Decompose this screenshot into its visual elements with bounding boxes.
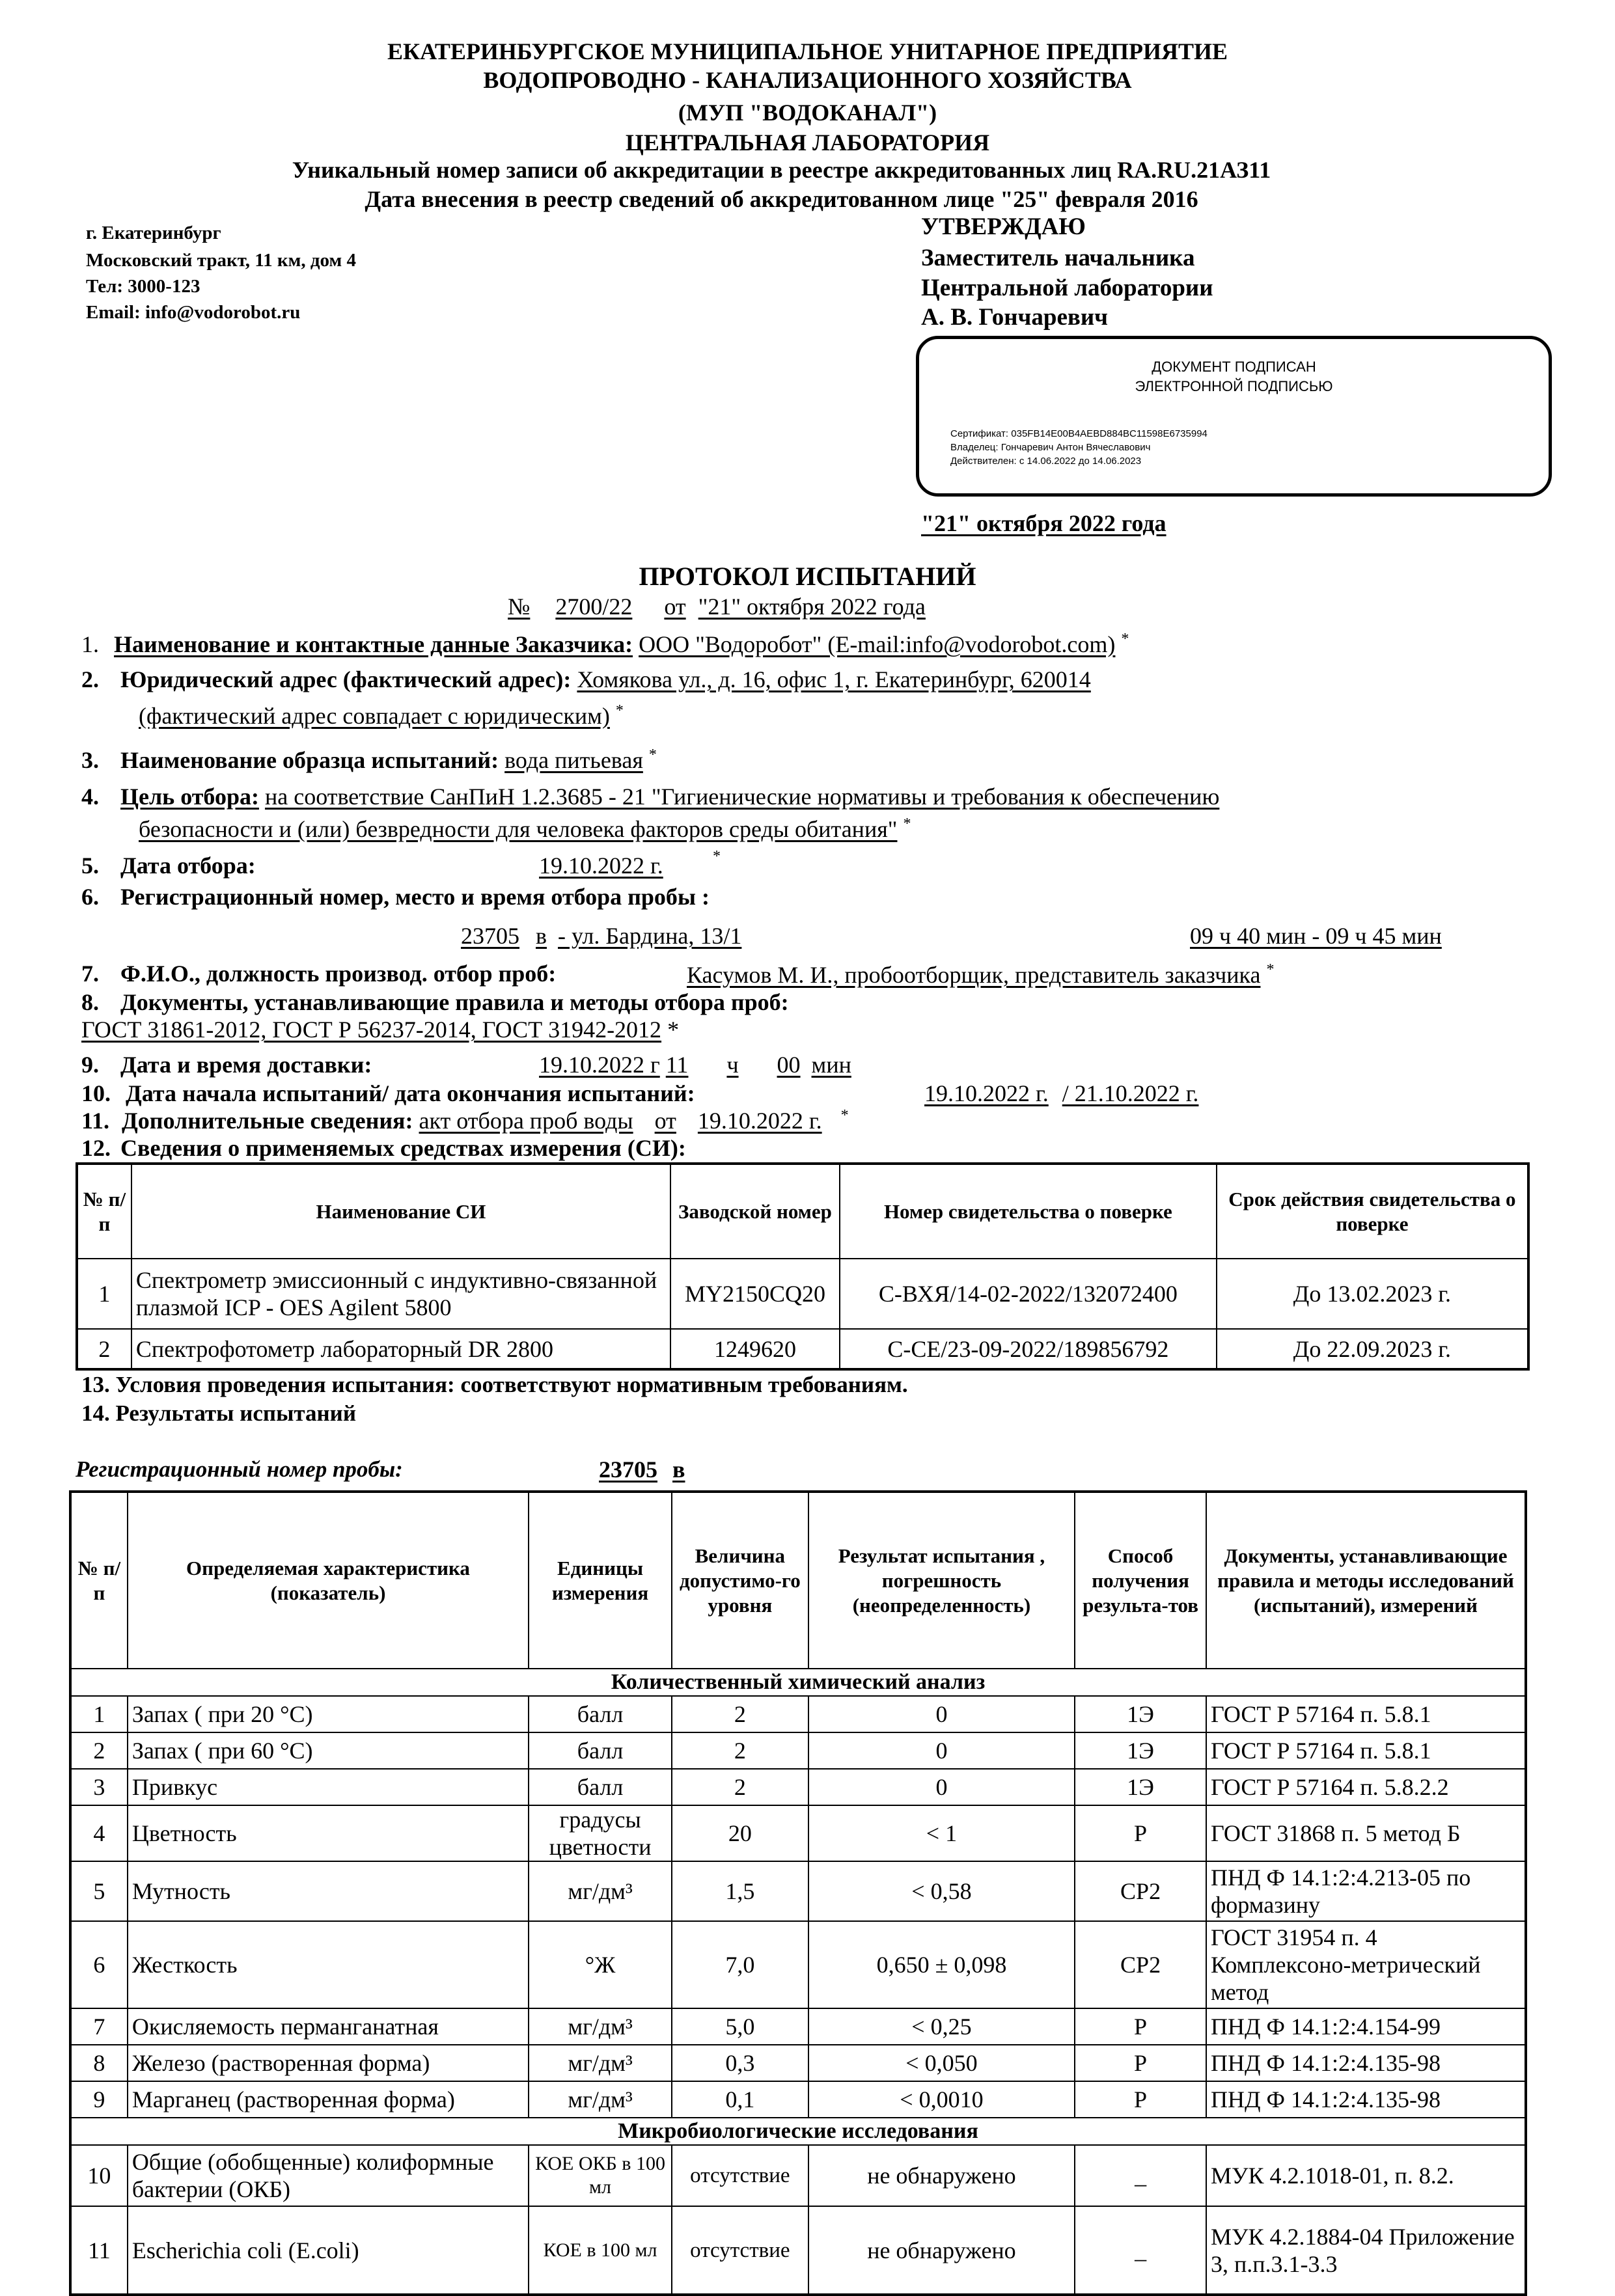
stamp-certificate: Сертификат: 035FB14E00B4AEBD884BC11598E6735994 (950, 428, 1208, 439)
cell-serial: MY2150CQ20 (670, 1259, 840, 1329)
sampling-time: 09 ч 40 мин - 09 ч 45 мин (1190, 923, 1442, 949)
address-street: Московский тракт, 11 км, дом 4 (86, 250, 356, 271)
cell-method-type: _ (1075, 2206, 1206, 2295)
item-label: Цель отбора: (120, 784, 259, 810)
cell-result: 0 (808, 1769, 1075, 1805)
results-reg-number: 23705 (599, 1456, 657, 1483)
actual-address-note: (фактический адрес совпадает с юридическим) (139, 703, 610, 729)
column-header: Заводской номер (670, 1164, 840, 1259)
cell-parameter: Мутность (128, 1861, 529, 1921)
cell-method-type: Р (1075, 1805, 1206, 1861)
cell-method-type: СР2 (1075, 1861, 1206, 1921)
cell-document: ГОСТ 31868 п. 5 метод Б (1206, 1805, 1526, 1861)
item-number: 8. (81, 989, 99, 1015)
cell-document: ПНД Ф 14.1:2:4.135-98 (1206, 2081, 1526, 2118)
cell-unit: балл (529, 1696, 672, 1732)
footnote-star: * (667, 1017, 680, 1043)
item-label: Юридический адрес (фактический адрес): (120, 666, 572, 692)
cell-parameter: Окисляемость перманганатная (128, 2008, 529, 2045)
accreditation-number: Уникальный номер записи об аккредитации в реестре аккредитованных лиц RA.RU.21АЗ11 (292, 157, 1271, 183)
column-header: Срок действия свидетельства о поверке (1217, 1164, 1528, 1259)
cell-limit: 20 (672, 1805, 808, 1861)
item-number: 3. (81, 747, 99, 773)
cell-limit: 2 (672, 1696, 808, 1732)
cell-limit: 2 (672, 1769, 808, 1805)
cell-instrument: Спектрофотометр лабораторный DR 2800 (131, 1329, 670, 1369)
column-header: Результат испытания , погрешность (неопределенность) (808, 1492, 1075, 1669)
cell-method-type: 1Э (1075, 1769, 1206, 1805)
sampling-docs: ГОСТ 31861-2012, ГОСТ Р 56237-2014, ГОСТ 31942-2012 (81, 1017, 662, 1043)
cell-parameter: Общие (обобщенные) колиформные бактерии (ОКБ) (128, 2145, 529, 2206)
cell-number: 6 (70, 1921, 128, 2008)
cell-parameter: Привкус (128, 1769, 529, 1805)
cell-result: < 0,58 (808, 1861, 1075, 1921)
accreditation-date: Дата внесения в реестр сведений об аккредитованном лице "25" февраля 2016 (365, 186, 1198, 212)
item-10 (81, 1079, 695, 1108)
results-reg-letter: в (672, 1456, 685, 1483)
cell-number: 2 (77, 1329, 131, 1369)
sampling-place: - ул. Бардина, 13/1 (558, 923, 742, 949)
item-7 (81, 959, 556, 988)
results-reg-number-line (599, 1455, 685, 1484)
cell-result: < 0,25 (808, 2008, 1075, 2045)
cell-method-type: 1Э (1075, 1732, 1206, 1769)
cell-number: 1 (77, 1259, 131, 1329)
table-row (70, 1732, 1526, 1769)
table-row (70, 1769, 1526, 1805)
customer-name: ООО "Водоробот" (E-mail:info@vodorobot.com) (639, 631, 1116, 657)
protocol-title: ПРОТОКОЛ ИСПЫТАНИЙ (639, 562, 976, 591)
cell-result: < 0,050 (808, 2045, 1075, 2081)
footnote-star: * (648, 746, 657, 763)
sampler-name: Касумов М. И., пробоотборщик, представитель заказчика (687, 962, 1261, 988)
cell-unit: градусы цветности (529, 1805, 672, 1861)
cell-parameter: Цветность (128, 1805, 529, 1861)
cell-parameter: Марганец (растворенная форма) (128, 2081, 529, 2118)
table-row (70, 2206, 1526, 2295)
cell-number: 1 (70, 1696, 128, 1732)
table-row (70, 1861, 1526, 1921)
delivery-minutes: 00 (777, 1052, 801, 1078)
cell-unit: мг/дм³ (529, 2045, 672, 2081)
cell-document: МУК 4.2.1018-01, п. 8.2. (1206, 2145, 1526, 2206)
sampler (687, 961, 1274, 989)
cell-validity: До 22.09.2023 г. (1217, 1329, 1528, 1369)
item-8-value (81, 1015, 679, 1044)
item-6-values (461, 922, 741, 950)
item-13: 13. Условия проведения испытания: соответствуют нормативным требованиям. (81, 1372, 908, 1397)
protocol-number-line (508, 592, 926, 621)
item-12 (81, 1134, 686, 1162)
sampling-purpose-1: на соответствие СанПиН 1.2.3685 - 21 "Гигиенические нормативы и требования к обеспечению (264, 784, 1220, 810)
item-label: Наименование и контактные данные Заказчика: (114, 631, 633, 657)
test-dates (924, 1079, 1198, 1108)
stamp-owner: Владелец: Гончаревич Антон Вячеславович (950, 442, 1151, 453)
column-header: Единицы измерения (529, 1492, 672, 1669)
address-phone: Тел: 3000-123 (86, 276, 200, 297)
item-number: 2. (81, 666, 99, 692)
column-header: № п/п (77, 1164, 131, 1259)
table-row (77, 1329, 1528, 1369)
approval-date: "21" октября 2022 года (921, 510, 1166, 536)
item-11 (81, 1106, 849, 1135)
cell-document: ГОСТ Р 57164 п. 5.8.1 (1206, 1732, 1526, 1769)
item-label: Дополнительные сведения: (122, 1108, 413, 1134)
table-row (70, 1696, 1526, 1732)
table-row (70, 2145, 1526, 2206)
cell-result: 0 (808, 1696, 1075, 1732)
cell-method-type: _ (1075, 2145, 1206, 2206)
cell-method-type: Р (1075, 2045, 1206, 2081)
delivery-hours: 11 (665, 1052, 689, 1078)
table-row (70, 2081, 1526, 2118)
cell-unit: °Ж (529, 1921, 672, 2008)
item-4 (81, 782, 1219, 811)
results-table (69, 1490, 1527, 2296)
cell-parameter: Запах ( при 60 °С) (128, 1732, 529, 1769)
protocol-from: от (664, 594, 686, 620)
org-name-line2: ВОДОПРОВОДНО - КАНАЛИЗАЦИОННОГО ХОЗЯЙСТВА (483, 67, 1132, 93)
cell-parameter: Железо (растворенная форма) (128, 2045, 529, 2081)
section-title-chemical: Количественный химический анализ (70, 1669, 1526, 1696)
address-email: Email: info@vodorobot.ru (86, 302, 301, 323)
org-name-line3: (МУП "ВОДОКАНАЛ") (678, 100, 937, 126)
sample-name: вода питьевая (504, 747, 643, 773)
column-header: Определяемая характеристика (показатель) (128, 1492, 529, 1669)
si-table (76, 1162, 1530, 1371)
cell-number: 8 (70, 2045, 128, 2081)
cell-number: 7 (70, 2008, 128, 2045)
item-number: 11. (81, 1108, 110, 1134)
protocol-no-sign: № (508, 594, 531, 620)
cell-unit: мг/дм³ (529, 1861, 672, 1921)
results-reg-label: Регистрационный номер пробы: (76, 1456, 403, 1482)
cell-number: 4 (70, 1805, 128, 1861)
footnote-star: * (840, 1107, 849, 1124)
cell-parameter: Запах ( при 20 °С) (128, 1696, 529, 1732)
cell-limit: 0,1 (672, 2081, 808, 2118)
delivery-time (539, 1050, 851, 1079)
cell-limit: 5,0 (672, 2008, 808, 2045)
cell-validity: До 13.02.2023 г. (1217, 1259, 1528, 1329)
minutes-unit: мин (811, 1052, 851, 1078)
item-label: Дата отбора: (120, 853, 256, 879)
footnote-star: * (1266, 961, 1275, 978)
approval-position-2: Центральной лаборатории (921, 275, 1213, 301)
cell-limit: 0,3 (672, 2045, 808, 2081)
cell-limit: 7,0 (672, 1921, 808, 2008)
item-8 (81, 988, 789, 1017)
item-number: 9. (81, 1052, 99, 1078)
table-row (70, 2045, 1526, 2081)
item-label: Сведения о применяемых средствах измерения (СИ): (120, 1135, 686, 1161)
section-title-microbiology: Микробиологические исследования (70, 2118, 1526, 2145)
item-label: Регистрационный номер, место и время отбора пробы : (120, 884, 710, 910)
cell-unit: КОЕ в 100 мл (529, 2206, 672, 2295)
table-header-row (70, 1492, 1526, 1669)
legal-address: Хомякова ул., д. 16, офис 1, г. Екатеринбург, 620014 (577, 666, 1091, 692)
approval-name: А. В. Гончаревич (921, 304, 1109, 331)
approval-position-1: Заместитель начальника (921, 245, 1195, 271)
column-header: Документы, устанавливающие правила и методы исследований (испытаний), измерений (1206, 1492, 1526, 1669)
delivery-date: 19.10.2022 г (539, 1052, 660, 1078)
cell-method-type: Р (1075, 2081, 1206, 2118)
column-header: № п/п (70, 1492, 128, 1669)
protocol-number: 2700/22 (555, 594, 633, 620)
stamp-line-2: ЭЛЕКТРОННОЙ ПОДПИСЬЮ (1135, 378, 1333, 394)
protocol-date: "21" октября 2022 года (698, 594, 926, 620)
hours-unit: ч (726, 1052, 739, 1078)
cell-method-type: Р (1075, 2008, 1206, 2045)
column-header: Способ получения результа-тов (1075, 1492, 1206, 1669)
cell-number: 9 (70, 2081, 128, 2118)
item-number: 7. (81, 961, 99, 987)
section-row (70, 1669, 1526, 1696)
column-header: Величина допустимо-го уровня (672, 1492, 808, 1669)
item-2-note (81, 702, 624, 730)
cell-number: 3 (70, 1769, 128, 1805)
cell-unit: мг/дм³ (529, 2008, 672, 2045)
item-number: 12. (81, 1135, 111, 1161)
cell-unit: КОЕ ОКБ в 100 мл (529, 2145, 672, 2206)
sampling-purpose-2: безопасности и (или) безвредности для человека факторов среды обитания" (139, 816, 898, 842)
table-row (77, 1259, 1528, 1329)
cell-number: 11 (70, 2206, 128, 2295)
item-label: Дата начала испытаний/ дата окончания испытаний: (126, 1080, 695, 1106)
approval-title: УТВЕРЖДАЮ (921, 213, 1086, 240)
stamp-validity: Действителен: с 14.06.2022 до 14.06.2023 (950, 456, 1142, 467)
test-end-date: / 21.10.2022 г. (1062, 1080, 1199, 1106)
item-label: Документы, устанавливающие правила и методы отбора проб: (120, 989, 789, 1015)
cell-document: ГОСТ Р 57164 п. 5.8.1 (1206, 1696, 1526, 1732)
cell-limit: отсутствие (672, 2145, 808, 2206)
cell-number: 2 (70, 1732, 128, 1769)
footnote-star: * (615, 702, 624, 719)
section-row (70, 2118, 1526, 2145)
cell-result: не обнаружено (808, 2145, 1075, 2206)
cell-limit: 1,5 (672, 1861, 808, 1921)
item-4-cont (81, 815, 911, 843)
address-city: г. Екатеринбург (86, 223, 221, 243)
item-14: 14. Результаты испытаний (81, 1401, 357, 1426)
item-number: 5. (81, 853, 99, 879)
cell-document: ГОСТ Р 57164 п. 5.8.2.2 (1206, 1769, 1526, 1805)
item-label: Ф.И.О., должность производ. отбор проб: (120, 961, 557, 987)
cell-document: ГОСТ 31954 п. 4 Комплексоно-метрический метод (1206, 1921, 1526, 2008)
cell-document: ПНД Ф 14.1:2:4.154-99 (1206, 2008, 1526, 2045)
cell-result: 0,650 ± 0,098 (808, 1921, 1075, 2008)
item-label: Дата и время доставки: (120, 1052, 372, 1078)
additional-info: акт отбора проб воды (419, 1108, 633, 1134)
item-number: 4. (81, 784, 99, 810)
cell-result: 0 (808, 1732, 1075, 1769)
cell-unit: мг/дм³ (529, 2081, 672, 2118)
item-1 (81, 630, 1129, 659)
cell-serial: 1249620 (670, 1329, 840, 1369)
item-number: 10. (81, 1080, 111, 1106)
cell-limit: отсутствие (672, 2206, 808, 2295)
lab-name: ЦЕНТРАЛЬНАЯ ЛАБОРАТОРИЯ (625, 130, 990, 156)
cell-certificate: С-ВХЯ/14-02-2022/132072400 (840, 1259, 1217, 1329)
item-6 (81, 882, 710, 911)
item-2 (81, 665, 1091, 694)
cell-certificate: С-СЕ/23-09-2022/189856792 (840, 1329, 1217, 1369)
sampling-date: 19.10.2022 г. (539, 853, 663, 879)
table-row (70, 2008, 1526, 2045)
cell-method-type: 1Э (1075, 1696, 1206, 1732)
item-3 (81, 746, 657, 774)
additional-from: от (654, 1108, 676, 1134)
cell-instrument: Спектрометр эмиссионный с индуктивно-связанной плазмой ICP - OES Agilent 5800 (131, 1259, 670, 1329)
table-header-row (77, 1164, 1528, 1259)
stamp-line-1: ДОКУМЕНТ ПОДПИСАН (1152, 359, 1316, 375)
footnote-star: * (1121, 631, 1129, 648)
column-header: Наименование СИ (131, 1164, 670, 1259)
item-number: 1. (81, 631, 99, 657)
table-row (70, 1805, 1526, 1861)
cell-result: < 0,0010 (808, 2081, 1075, 2118)
cell-unit: балл (529, 1769, 672, 1805)
additional-date: 19.10.2022 г. (697, 1108, 822, 1134)
table-row (70, 1921, 1526, 2008)
cell-method-type: СР2 (1075, 1921, 1206, 2008)
cell-document: ПНД Ф 14.1:2:4.135-98 (1206, 2045, 1526, 2081)
cell-number: 10 (70, 2145, 128, 2206)
item-label: Наименование образца испытаний: (120, 747, 499, 773)
cell-number: 5 (70, 1861, 128, 1921)
e-signature-stamp (916, 336, 1552, 497)
item-number: 6. (81, 884, 99, 910)
cell-result: < 1 (808, 1805, 1075, 1861)
cell-result: не обнаружено (808, 2206, 1075, 2295)
cell-limit: 2 (672, 1732, 808, 1769)
item-9 (81, 1050, 372, 1079)
registration-letter: в (536, 923, 547, 949)
test-start-date: 19.10.2022 г. (924, 1080, 1049, 1106)
item-5 (81, 851, 256, 880)
registration-number: 23705 (461, 923, 519, 949)
cell-document: ПНД Ф 14.1:2:4.213-05 по формазину (1206, 1861, 1526, 1921)
org-name-line1: ЕКАТЕРИНБУРГСКОЕ МУНИЦИПАЛЬНОЕ УНИТАРНОЕ ПРЕДПРИЯТИЕ (387, 38, 1228, 64)
cell-document: МУК 4.2.1884-04 Приложение 3, п.п.3.1-3.3 (1206, 2206, 1526, 2295)
cell-parameter: Жесткость (128, 1921, 529, 2008)
column-header: Номер свидетельства о поверке (840, 1164, 1217, 1259)
cell-parameter: Escherichia coli (E.coli) (128, 2206, 529, 2295)
footnote-star: * (903, 815, 911, 832)
cell-unit: балл (529, 1732, 672, 1769)
